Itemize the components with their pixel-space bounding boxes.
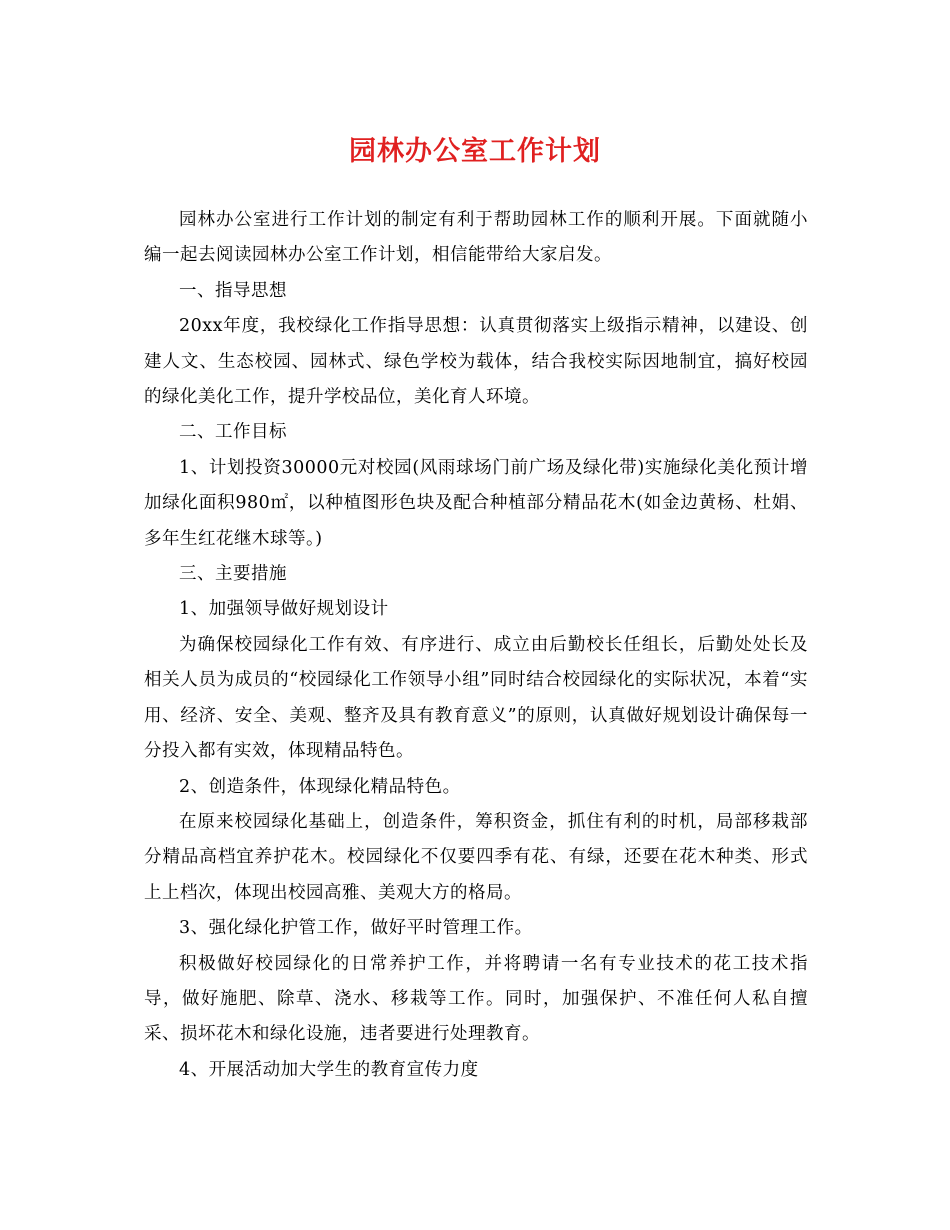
- paragraph-intro: 园林办公室进行工作计划的制定有利于帮助园林工作的顺利开展。下面就随小编一起去阅读园林办公室工作计划，相信能带给大家启发。: [144, 210, 808, 266]
- paragraph-work-goal-1: 1、计划投资30000元对校园(风雨球场门前广场及绿化带)实施绿化美化预计增加绿化面积980㎡，以种植图形色块及配合种植部分精品花木(如金边黄杨、杜娟、多年生红花继木球等。): [144, 457, 808, 549]
- subheading-measure-2: 2、创造条件，体现绿化精品特色。: [179, 776, 461, 797]
- document-body: [144, 203, 808, 1088]
- heading-work-goals: 二、工作目标: [179, 422, 287, 443]
- paragraph-measure-1: 为确保校园绿化工作有效、有序进行、成立由后勤校长任组长，后勤处处长及相关人员为成员的“校园绿化工作领导小组”同时结合校园绿化的实际状况，本着“实用、经济、安全、美观、整齐及具有教育意义”的原则，认真做好规划设计确保每一分投入都有实效，体现精品特色。: [144, 634, 808, 762]
- subheading-measure-4: 4、开展活动加大学生的教育宣传力度: [179, 1059, 479, 1080]
- document-title: 园林办公室工作计划: [349, 136, 601, 167]
- paragraph-guiding-ideology: 20xx年度，我校绿化工作指导思想：认真贯彻落实上级指示精神，以建设、创建人文、生态校园、园林式、绿色学校为载体，结合我校实际因地制宜，搞好校园的绿化美化工作，提升学校品位，美化育人环境。: [144, 316, 808, 408]
- paragraph-measure-2: 在原来校园绿化基础上，创造条件，筹积资金，抓住有利的时机，局部移栽部分精品高档宜养护花木。校园绿化不仅要四季有花、有绿，还要在花木种类、形式上上档次，体现出校园高雅、美观大方的格局。: [144, 811, 808, 903]
- subheading-measure-1: 1、加强领导做好规划设计: [179, 599, 389, 620]
- heading-main-measures: 三、主要措施: [179, 564, 287, 585]
- heading-guiding-ideology: 一、指导思想: [179, 280, 287, 301]
- paragraph-measure-3: 积极做好校园绿化的日常养护工作，并将聘请一名有专业技术的花工技术指导，做好施肥、除草、浇水、移栽等工作。同时，加强保护、不准任何人私自擅采、损坏花木和绿化设施，违者要进行处理教育。: [144, 953, 808, 1045]
- subheading-measure-3: 3、强化绿化护管工作，做好平时管理工作。: [179, 918, 533, 939]
